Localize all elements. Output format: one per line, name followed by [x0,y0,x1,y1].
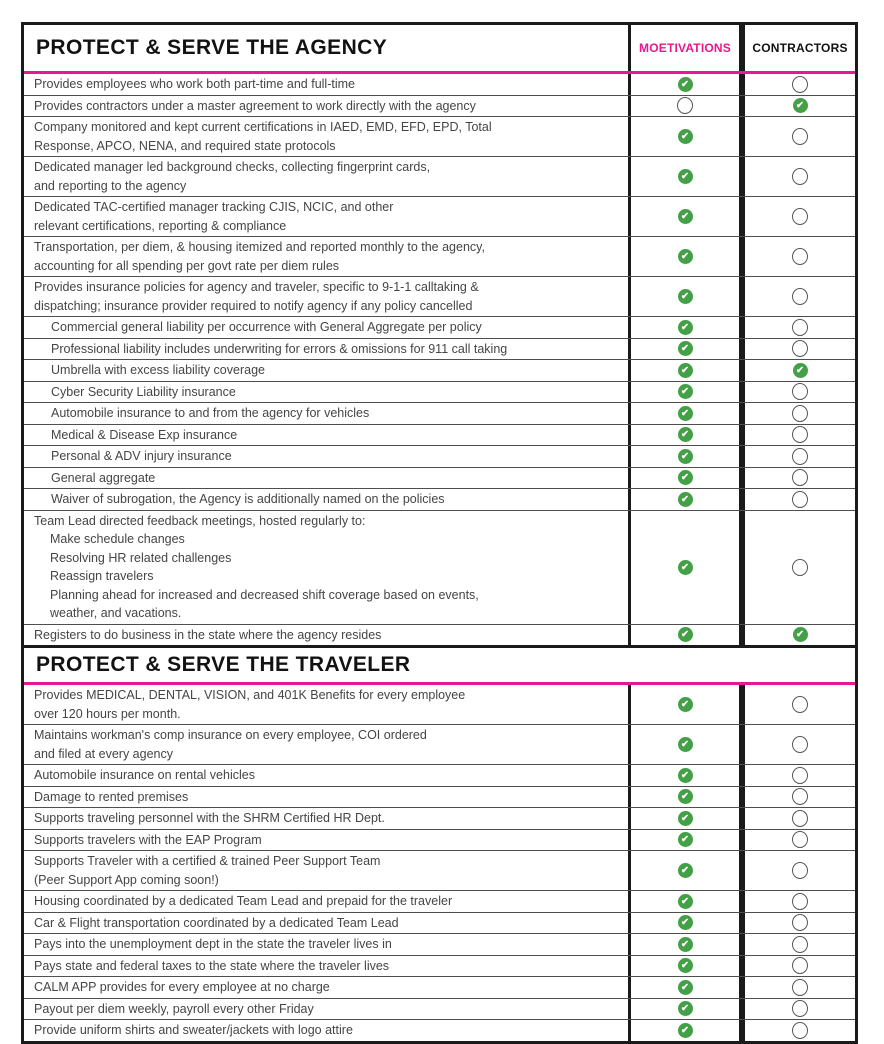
row-label-line: Registers to do business in the state where the agency resides [34,627,382,642]
check-icon: ✔ [678,341,693,356]
row-label-line: Automobile insurance to and from the agency for vehicles [51,406,370,420]
row-label-line: Provides contractors under a master agreement to work directly with the agency [34,98,476,113]
row-label [24,74,628,95]
empty-circle-icon [792,736,808,753]
row-label [24,765,628,786]
row-label [24,157,628,196]
check-icon: ✔ [678,249,693,264]
row-label [24,787,628,808]
empty-circle-icon [792,831,808,848]
contractors-cell [742,425,855,446]
row-label-line: accounting for all spending per govt rate per diem rules [34,258,340,273]
empty-circle-icon [792,288,808,305]
contractors-cell [742,511,855,624]
agency-section-rows [24,74,855,645]
row-label [24,999,628,1020]
contractors-cell [742,489,855,510]
check-icon: ✔ [678,863,693,878]
empty-circle-icon [677,97,693,114]
row-label [24,830,628,851]
row-label-line: Provides employees who work both part-time and full-time [34,77,355,91]
table-row [24,685,855,724]
empty-circle-icon [792,168,808,185]
check-icon: ✔ [678,958,693,973]
row-label-line: Dedicated TAC-certified manager tracking CJIS, NCIC, and other [34,200,394,214]
row-label-line: Pays state and federal taxes to the state where the traveler lives [34,958,390,973]
row-label [24,339,628,360]
column-header-moetivations: MOETIVATIONS [628,25,742,71]
empty-circle-icon [792,383,808,400]
empty-circle-icon [792,448,808,465]
check-icon: ✔ [678,363,693,378]
check-icon: ✔ [678,894,693,909]
check-icon: ✔ [678,1001,693,1016]
table-row [24,338,855,360]
moetivations-cell [628,468,742,489]
contractors-cell [742,157,855,196]
contractors-cell [742,977,855,998]
moetivations-cell [628,999,742,1020]
contractors-cell [742,339,855,360]
check-icon: ✔ [793,363,808,378]
contractors-cell [742,74,855,95]
contractors-cell [742,765,855,786]
contractors-cell [742,625,855,646]
row-label-line: Payout per diem weekly, payroll every other Friday [34,1001,314,1016]
empty-circle-icon [792,76,808,93]
moetivations-cell [628,74,742,95]
empty-circle-icon [792,862,808,879]
section-title-agency: PROTECT & SERVE THE AGENCY [36,36,388,59]
empty-circle-icon [792,208,808,225]
table-row [24,402,855,424]
comparison-table [21,22,858,1044]
moetivations-cell [628,913,742,934]
row-label-line: Company monitored and kept current certifications in IAED, EMD, EFD, EPD, Total [34,120,492,134]
moetivations-cell [628,977,742,998]
contractors-cell [742,382,855,403]
row-label-line: Pays into the unemployment dept in the state the traveler lives in [34,937,392,951]
check-icon: ✔ [678,937,693,952]
moetivations-cell [628,1020,742,1041]
row-label-line: (Peer Support App coming soon!) [34,872,219,887]
row-label [24,934,628,955]
contractors-cell [742,787,855,808]
table-row [24,933,855,955]
moetivations-cell [628,197,742,236]
empty-circle-icon [792,696,808,713]
table-row [24,116,855,156]
contractors-cell [742,999,855,1020]
row-label-line: relevant certifications, reporting & compliance [34,218,287,233]
check-icon: ✔ [678,129,693,144]
row-label [24,489,628,510]
row-label-line: Waiver of subrogation, the Agency is additionally named on the policies [51,492,445,506]
table-row [24,424,855,446]
check-icon: ✔ [678,832,693,847]
empty-circle-icon [792,936,808,953]
moetivations-cell [628,830,742,851]
row-label-subline: Planning ahead for increased and decreased shift coverage based on events, [50,587,479,602]
contractors-cell [742,808,855,829]
empty-circle-icon [792,128,808,145]
empty-circle-icon [792,491,808,508]
empty-circle-icon [792,1000,808,1017]
check-icon: ✔ [678,169,693,184]
contractors-cell [742,891,855,912]
moetivations-cell [628,934,742,955]
agency-header-row [24,25,855,71]
row-label [24,96,628,117]
contractors-cell [742,830,855,851]
table-row [24,807,855,829]
row-label-line: General aggregate [51,470,156,485]
row-label [24,425,628,446]
check-icon: ✔ [678,449,693,464]
check-icon: ✔ [793,98,808,113]
row-label-line: and filed at every agency [34,746,173,761]
check-icon: ✔ [678,737,693,752]
row-label-line: Supports traveling personnel with the SHRM Certified HR Dept. [34,811,385,825]
moetivations-cell [628,725,742,764]
check-icon: ✔ [678,77,693,92]
table-row [24,445,855,467]
moetivations-cell [628,382,742,403]
row-label-line: Housing coordinated by a dedicated Team Lead and prepaid for the traveler [34,894,453,908]
column-header-contractors: CONTRACTORS [742,25,855,71]
moetivations-cell [628,117,742,156]
table-row [24,624,855,646]
table-row [24,724,855,764]
row-label-line: Commercial general liability per occurrence with General Aggregate per policy [51,320,482,334]
contractors-cell [742,851,855,890]
row-label-line: Response, APCO, NENA, and required state protocols [34,138,336,153]
empty-circle-icon [792,810,808,827]
contractors-cell [742,934,855,955]
check-icon: ✔ [678,470,693,485]
table-row [24,829,855,851]
row-label-line: Provides MEDICAL, DENTAL, VISION, and 401K Benefits for every employee [34,688,466,702]
contractors-cell [742,913,855,934]
row-label-line: CALM APP provides for every employee at no charge [34,980,330,994]
row-label [24,851,628,890]
empty-circle-icon [792,979,808,996]
check-icon: ✔ [678,209,693,224]
row-label [24,977,628,998]
check-icon: ✔ [678,427,693,442]
table-row [24,764,855,786]
row-label-subline: Reassign travelers [50,569,154,583]
check-icon: ✔ [678,1023,693,1038]
moetivations-cell [628,625,742,646]
check-icon: ✔ [678,560,693,575]
table-row [24,976,855,998]
table-row [24,196,855,236]
table-row [24,955,855,977]
row-label-line: Personal & ADV injury insurance [51,449,232,463]
contractors-cell [742,956,855,977]
row-label [24,891,628,912]
row-label-line: Dedicated manager led background checks, collecting fingerprint cards, [34,160,431,174]
table-row [24,998,855,1020]
row-label [24,360,628,381]
check-icon: ✔ [678,980,693,995]
empty-circle-icon [792,767,808,784]
moetivations-cell [628,511,742,624]
row-label [24,446,628,467]
table-row [24,236,855,276]
empty-circle-icon [792,319,808,336]
row-label-line: Supports Traveler with a certified & trained Peer Support Team [34,854,381,868]
moetivations-cell [628,891,742,912]
table-row [24,276,855,316]
contractors-cell [742,685,855,724]
row-label [24,317,628,338]
row-label [24,237,628,276]
check-icon: ✔ [678,789,693,804]
moetivations-cell [628,237,742,276]
contractors-cell [742,725,855,764]
contractors-cell [742,197,855,236]
table-row [24,510,855,624]
section-title-traveler: PROTECT & SERVE THE TRAVELER [36,653,411,676]
moetivations-cell [628,851,742,890]
check-icon: ✔ [678,384,693,399]
moetivations-cell [628,360,742,381]
empty-circle-icon [792,957,808,974]
check-icon: ✔ [678,289,693,304]
row-label [24,511,628,624]
row-label-line: dispatching; insurance provider required to notify agency if any policy cancelled [34,298,473,313]
contractors-cell [742,360,855,381]
table-row [24,488,855,510]
row-label-line: Provide uniform shirts and sweater/jackets with logo attire [34,1023,353,1037]
moetivations-cell [628,489,742,510]
row-label-subline: Resolving HR related challenges [50,550,232,565]
moetivations-cell [628,956,742,977]
row-label-line: Provides insurance policies for agency and traveler, specific to 9-1-1 calltaking & [34,280,479,294]
traveler-header-row [24,645,855,682]
moetivations-cell [628,339,742,360]
table-row [24,316,855,338]
moetivations-cell [628,96,742,117]
contractors-cell [742,403,855,424]
check-icon: ✔ [678,915,693,930]
empty-circle-icon [792,340,808,357]
moetivations-cell [628,157,742,196]
row-label [24,913,628,934]
moetivations-cell [628,808,742,829]
check-icon: ✔ [678,768,693,783]
traveler-section-rows [24,685,855,1041]
row-label-line: Medical & Disease Exp insurance [51,427,238,442]
contractors-cell [742,317,855,338]
empty-circle-icon [792,469,808,486]
table-row [24,95,855,117]
row-label-line: Professional liability includes underwriting for errors & omissions for 911 call taking [51,341,508,356]
row-label-line: Damage to rented premises [34,789,189,804]
table-row [24,890,855,912]
contractors-cell [742,277,855,316]
row-label-line: Transportation, per diem, & housing itemized and reported monthly to the agency, [34,240,485,254]
row-label-line: Umbrella with excess liability coverage [51,363,265,377]
row-label-subline: Make schedule changes [50,532,185,546]
row-label-line: and reporting to the agency [34,178,187,193]
check-icon: ✔ [678,697,693,712]
row-label [24,117,628,156]
empty-circle-icon [792,1022,808,1039]
row-label-line: Team Lead directed feedback meetings, hosted regularly to: [34,513,366,528]
contractors-cell [742,468,855,489]
table-row [24,850,855,890]
table-row [24,359,855,381]
contractors-cell [742,96,855,117]
table-row [24,381,855,403]
empty-circle-icon [792,405,808,422]
table-row [24,467,855,489]
row-label-line: Cyber Security Liability insurance [51,384,236,399]
row-label-line: Car & Flight transportation coordinated by a dedicated Team Lead [34,915,399,930]
empty-circle-icon [792,426,808,443]
table-row [24,1019,855,1041]
check-icon: ✔ [678,406,693,421]
empty-circle-icon [792,559,808,576]
empty-circle-icon [792,893,808,910]
row-label-line: Maintains workman's comp insurance on every employee, COI ordered [34,728,427,742]
contractors-cell [742,237,855,276]
contractors-cell [742,117,855,156]
empty-circle-icon [792,914,808,931]
row-label [24,277,628,316]
row-label [24,382,628,403]
contractors-cell [742,446,855,467]
row-label [24,956,628,977]
check-icon: ✔ [678,627,693,642]
row-label [24,625,628,646]
row-label-line: Automobile insurance on rental vehicles [34,768,255,782]
table-row [24,912,855,934]
moetivations-cell [628,765,742,786]
table-row [24,786,855,808]
table-row [24,156,855,196]
table-row [24,74,855,95]
row-label [24,685,628,724]
row-label [24,725,628,764]
row-label [24,197,628,236]
moetivations-cell [628,425,742,446]
row-label [24,1020,628,1041]
moetivations-cell [628,277,742,316]
check-icon: ✔ [678,492,693,507]
row-label-line: over 120 hours per month. [34,706,181,721]
moetivations-cell [628,446,742,467]
row-label-line: Supports travelers with the EAP Program [34,832,262,847]
moetivations-cell [628,317,742,338]
empty-circle-icon [792,788,808,805]
row-label [24,468,628,489]
check-icon: ✔ [793,627,808,642]
check-icon: ✔ [678,320,693,335]
check-icon: ✔ [678,811,693,826]
moetivations-cell [628,403,742,424]
contractors-cell [742,1020,855,1041]
row-label [24,403,628,424]
moetivations-cell [628,685,742,724]
empty-circle-icon [792,248,808,265]
row-label [24,808,628,829]
row-label-subline: weather, and vacations. [50,606,182,620]
moetivations-cell [628,787,742,808]
